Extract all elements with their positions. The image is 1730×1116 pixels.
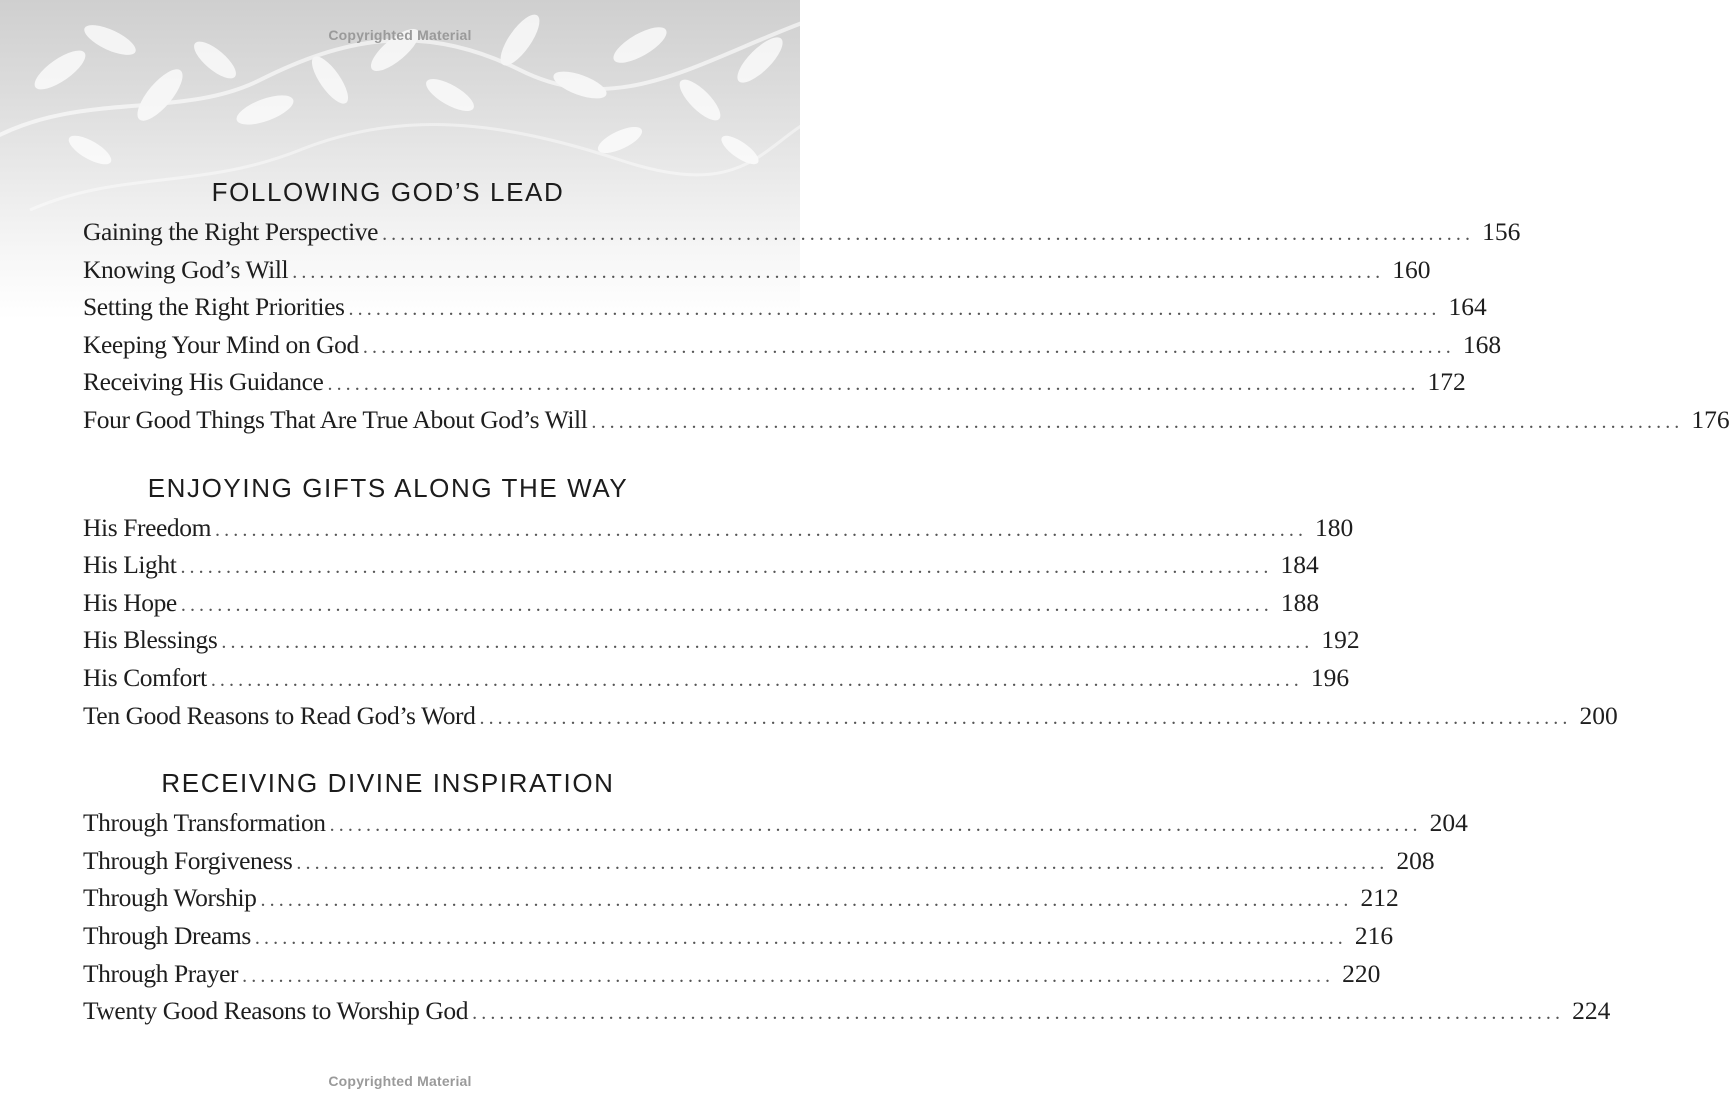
copyright-watermark-top: Copyrighted Material (328, 27, 472, 43)
entry-title: His Blessings (83, 625, 218, 655)
dot-leader: ........................................................................................................................ (180, 593, 1273, 616)
entry-page-number: 164 (1448, 292, 1487, 322)
dot-leader: ........................................................................................................................ (327, 373, 1420, 396)
entry-page-number: 196 (1310, 662, 1350, 692)
toc-entry[interactable] (83, 842, 1435, 880)
dot-leader: ........................................................................................................................ (348, 298, 1441, 321)
entry-title: His Hope (83, 587, 177, 617)
dot-leader: ........................................................................................................................ (242, 964, 1335, 987)
entry-title: Through Dreams (83, 920, 251, 950)
entry-title: Through Forgiveness (83, 845, 293, 875)
entry-page-number: 172 (1427, 367, 1466, 397)
entry-title: Through Prayer (83, 958, 239, 988)
dot-leader: ........................................................................................................................ (221, 631, 1314, 654)
dot-leader: ........................................................................................................................ (292, 260, 1385, 283)
entry-page-number: 156 (1482, 217, 1521, 246)
toc-section (83, 468, 1618, 735)
toc-entry[interactable] (83, 879, 1399, 917)
toc-section (83, 172, 1730, 439)
entry-title: Setting the Right Priorities (83, 292, 345, 322)
dot-leader: ........................................................................................................................ (479, 706, 1572, 729)
entry-page-number: 180 (1315, 512, 1354, 542)
toc-entry[interactable] (83, 621, 1360, 659)
toc-entry[interactable] (83, 326, 1502, 364)
entry-title: Twenty Good Reasons to Worship God (83, 996, 469, 1026)
section-heading: ENJOYING GIFTS ALONG THE WAY (147, 472, 629, 503)
toc-entry[interactable] (83, 992, 1611, 1030)
entry-title: Gaining the Right Perspective (83, 217, 379, 246)
entry-page-number: 224 (1572, 996, 1611, 1026)
toc-entry[interactable] (83, 213, 1521, 251)
toc-entry[interactable] (83, 251, 1431, 289)
toc-entry[interactable] (83, 697, 1618, 735)
table-of-contents (83, 172, 1730, 1030)
entry-page-number: 188 (1280, 587, 1320, 617)
entry-page-number: 192 (1321, 625, 1360, 655)
entry-page-number: 208 (1396, 845, 1435, 875)
toc-entry[interactable] (83, 917, 1394, 955)
toc-entry[interactable] (83, 584, 1320, 622)
entry-page-number: 204 (1429, 808, 1468, 838)
entry-page-number: 216 (1354, 920, 1394, 950)
toc-entry[interactable] (83, 288, 1487, 326)
entry-page-number: 212 (1360, 883, 1399, 913)
entry-title: Through Transformation (83, 808, 326, 838)
toc-entry[interactable] (83, 546, 1319, 584)
entry-title: Receiving His Guidance (83, 367, 324, 397)
dot-leader: ........................................................................................................................ (260, 889, 1353, 912)
entry-title: Ten Good Reasons to Read God’s Word (83, 700, 476, 730)
entry-page-number: 160 (1392, 254, 1431, 284)
entry-page-number: 176 (1691, 404, 1730, 434)
entry-page-number: 200 (1579, 700, 1618, 730)
dot-leader: ........................................................................................................................ (215, 518, 1308, 541)
toc-entry[interactable] (83, 401, 1730, 439)
dot-leader: ........................................................................................................................ (591, 410, 1684, 433)
entry-title: His Freedom (83, 512, 212, 542)
dot-leader: ........................................................................................................................ (254, 926, 1347, 949)
entry-page-number: 168 (1462, 329, 1502, 359)
toc-section (83, 763, 1611, 1030)
dot-leader: ........................................................................................................................ (362, 335, 1455, 358)
toc-entry[interactable] (83, 509, 1354, 547)
entry-title: Keeping Your Mind on God (83, 329, 359, 359)
copyright-watermark-bottom: Copyrighted Material (328, 1073, 472, 1089)
toc-entry[interactable] (83, 804, 1468, 842)
entry-page-number: 220 (1342, 958, 1381, 988)
dot-leader: ........................................................................................................................ (382, 223, 1475, 245)
toc-entry[interactable] (83, 363, 1466, 401)
section-heading: RECEIVING DIVINE INSPIRATION (161, 768, 615, 799)
dot-leader: ........................................................................................................................ (329, 814, 1422, 837)
entry-page-number: 184 (1280, 550, 1319, 580)
entry-title: Knowing God’s Will (83, 254, 289, 284)
entry-title: Four Good Things That Are True About God’s Will (83, 404, 588, 434)
entry-title: His Light (83, 550, 177, 580)
dot-leader: ........................................................................................................................ (472, 1002, 1565, 1025)
dot-leader: ........................................................................................................................ (180, 556, 1273, 579)
dot-leader: ........................................................................................................................ (296, 851, 1389, 874)
toc-entry[interactable] (83, 955, 1381, 993)
section-heading: FOLLOWING GOD’S LEAD (211, 177, 565, 207)
entry-title: His Comfort (83, 662, 207, 692)
entry-title: Through Worship (83, 883, 257, 913)
dot-leader: ........................................................................................................................ (210, 668, 1303, 691)
toc-entry[interactable] (83, 659, 1350, 697)
